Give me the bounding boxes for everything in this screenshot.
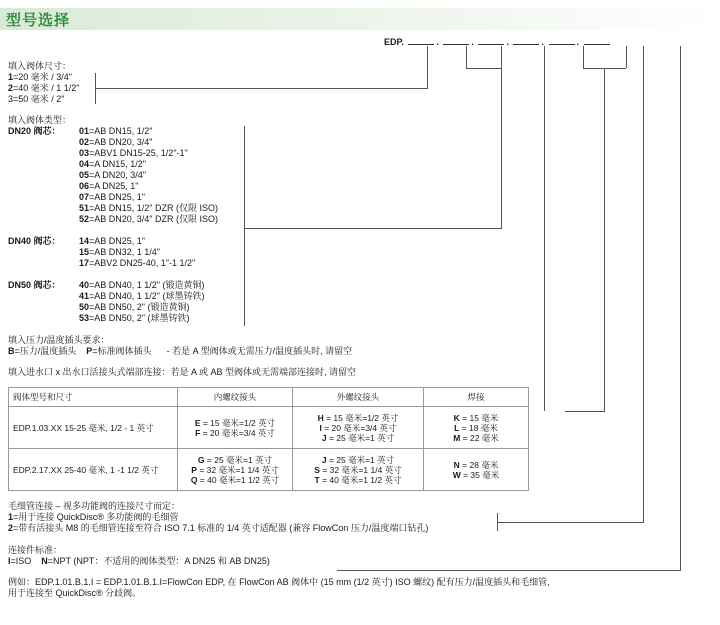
table-row bbox=[9, 449, 529, 491]
table-cell-weld: N = 28 毫米 W = 35 毫米 bbox=[424, 449, 529, 491]
type-item: 52=AB DN20, 3/4" DZR (仅限 ISO) bbox=[79, 214, 218, 224]
connection-table bbox=[8, 387, 529, 491]
size-option-1: 1=20 毫米 / 3/4" bbox=[8, 72, 72, 82]
capillary-option-2: 2=带有活接头 M8 的毛细管连接至符合 ISO 7.1 标准的 1/4 英寸适配器 (兼容 FlowCon 压力/温度端口钻孔) bbox=[8, 523, 429, 533]
type-item: 51=AB DN15, 1/2" DZR (仅限 ISO) bbox=[79, 203, 218, 213]
size-option-3: 3=50 毫米 / 2" bbox=[8, 94, 65, 104]
table-cell-internal: E = 15 毫米=1/2 英寸 F = 20 毫米=3/4 英寸 bbox=[178, 407, 293, 449]
example-line-2: 用于连接至 QuickDisc® 分歧阀。 bbox=[8, 588, 142, 598]
table-header: 内螺纹接头 bbox=[178, 388, 293, 407]
table-header-row bbox=[9, 388, 529, 407]
leader-type-up bbox=[501, 46, 502, 229]
table-cell-model: EDP.1.03.XX 15-25 毫米, 1/2 - 1 英寸 bbox=[9, 407, 178, 449]
table-cell-model: EDP.2.17.XX 25-40 毫米, 1 -1 1/2 英寸 bbox=[9, 449, 178, 491]
table-cell-external: J = 25 毫米=1 英寸 S = 32 毫米=1 1/4 英寸 T = 40 毫米=1 1/2 英寸 bbox=[293, 449, 424, 491]
group-label-dn40: DN40 阀芯： bbox=[8, 236, 61, 246]
code-prefix: EDP bbox=[384, 37, 402, 47]
group-label-dn20: DN20 阀芯： bbox=[8, 126, 61, 136]
example-line-1: 例如：EDP.1.01.B.1.I = EDP.1.01.B.1.I=FlowCon EDP, 在 FlowCon AB 阀体中 (15 mm (1/2 英寸) ISO 螺纹) 配有压力/温度插头和毛细管, bbox=[8, 577, 550, 587]
type-item: 07=AB DN25, 1" bbox=[79, 192, 145, 202]
table-header: 焊接 bbox=[424, 388, 529, 407]
capillary-option-1: 1=用于连接 QuickDisc® 多功能阀的毛细管 bbox=[8, 512, 179, 522]
table-header: 阀体型号和尺寸 bbox=[9, 388, 178, 407]
type-heading: 填入阀体类型： bbox=[8, 115, 72, 125]
size-option-2: 2=40 毫米 / 1 1/2" bbox=[8, 83, 80, 93]
type-item: 15=AB DN32, 1 1/4" bbox=[79, 247, 161, 257]
type-item: 04=A DN15, 1/2" bbox=[79, 159, 146, 169]
leader-connector bbox=[680, 46, 681, 571]
type-item: 05=A DN20, 3/4" bbox=[79, 170, 146, 180]
leader-size bbox=[95, 88, 427, 89]
type-item: 53=AB DN50, 2" (球墨铸铁) bbox=[79, 313, 190, 323]
type-item: 01=AB DN15, 1/2" bbox=[79, 126, 153, 136]
leader-size-up bbox=[427, 46, 428, 89]
plug-options: B=压力/温度插头 P=标准阀体插头 - 若是 A 型阀体或无需压力/温度插头时, 请留空 bbox=[8, 346, 353, 356]
leader-plug bbox=[544, 46, 545, 411]
plug-heading: 填入压力/温度插头要求： bbox=[8, 335, 110, 345]
type-item: 06=A DN25, 1" bbox=[79, 181, 139, 191]
bracket-type bbox=[244, 126, 245, 326]
table-row bbox=[9, 407, 529, 449]
model-code-template: EDP. . . . . . bbox=[384, 35, 612, 47]
group-label-dn50: DN50 阀芯： bbox=[8, 280, 61, 290]
type-item: 40=AB DN40, 1 1/2" (锻造黄铜) bbox=[79, 280, 205, 290]
type-item: 50=AB DN50, 2" (锻造黄铜) bbox=[79, 302, 190, 312]
capillary-heading: 毛细管连接 – 视多功能阀的连接尺寸而定： bbox=[8, 501, 181, 511]
table-cell-external: H = 15 毫米=1/2 英寸 I = 20 毫米=3/4 英寸 J = 25 毫米=1 英寸 bbox=[293, 407, 424, 449]
leader-type bbox=[244, 228, 501, 229]
page-title: 型号选择 bbox=[6, 12, 71, 29]
table-cell-internal: G = 25 毫米=1 英寸 P = 32 毫米=1 1/4 英寸 Q = 40 毫米=1 1/2 英寸 bbox=[178, 449, 293, 491]
type-item: 14=AB DN25, 1" bbox=[79, 236, 145, 246]
connection-heading: 填入进水口 x 出水口活接头式端部连接：若是 A 或 AB 型阀体或无需端部连接时, 请留空 bbox=[8, 367, 357, 377]
type-item: 41=AB DN40, 1 1/2" (球墨铸铁) bbox=[79, 291, 205, 301]
connector-heading: 连接件标准： bbox=[8, 545, 63, 555]
table-cell-weld: K = 15 毫米 L = 18 毫米 M = 22 毫米 bbox=[424, 407, 529, 449]
type-item: 02=AB DN20, 3/4" bbox=[79, 137, 153, 147]
type-item: 17=ABV2 DN25-40, 1"-1 1/2" bbox=[79, 258, 196, 268]
leader-connection bbox=[604, 68, 605, 411]
type-item: 03=ABV1 DN15-25, 1/2"-1" bbox=[79, 148, 188, 158]
title-banner bbox=[0, 8, 720, 30]
table-header: 外螺纹接头 bbox=[293, 388, 424, 407]
size-heading: 填入阀体尺寸： bbox=[8, 61, 72, 71]
connector-options: I=ISO N=NPT (NPT：不适用的阀体类型：A DN25 和 AB DN25) bbox=[8, 556, 270, 566]
leader-capillary bbox=[497, 522, 643, 523]
